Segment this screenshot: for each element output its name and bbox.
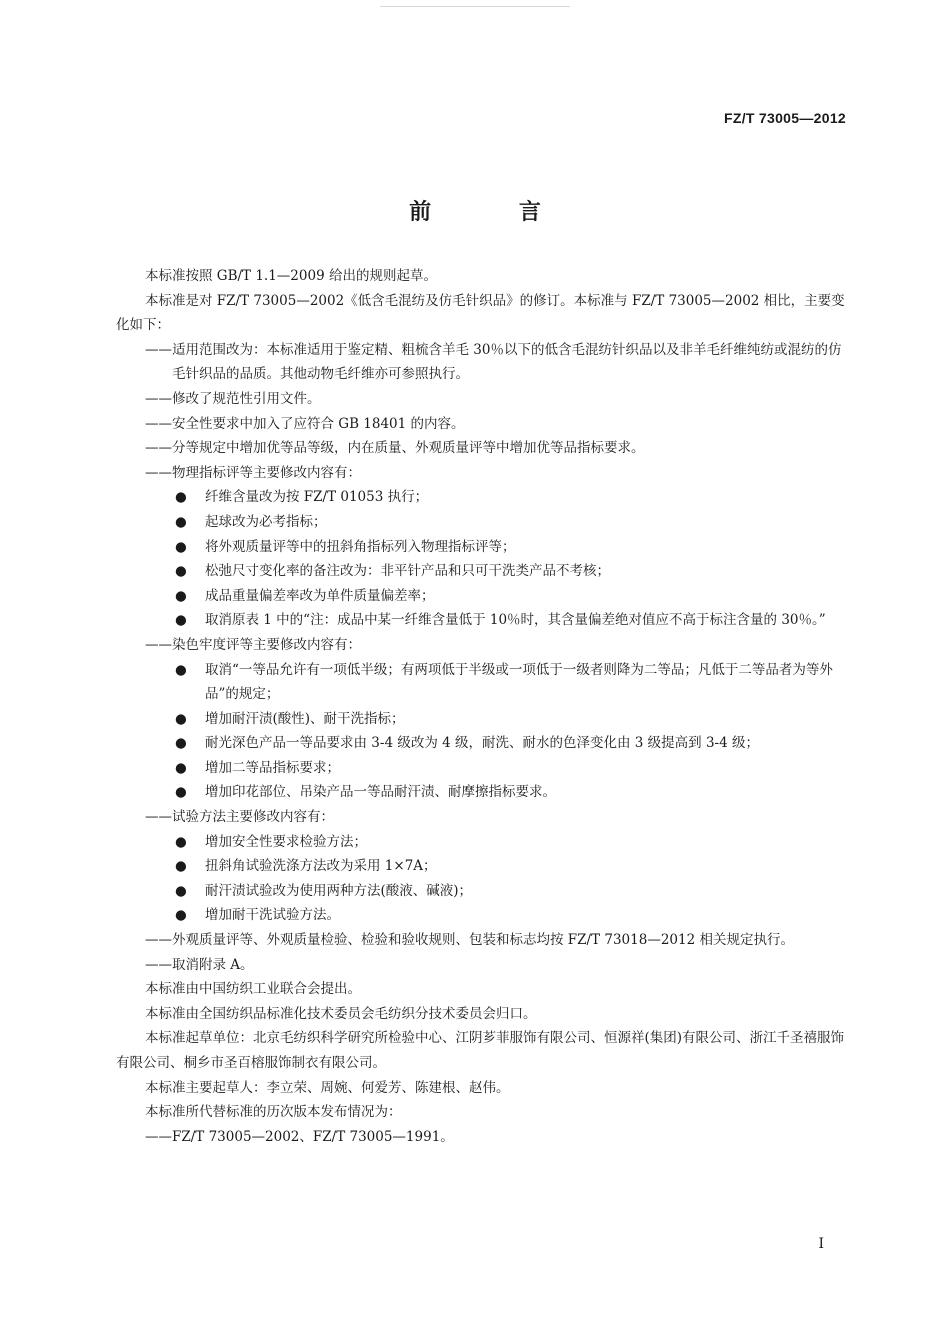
physical-changes-list xyxy=(116,485,850,633)
dash-mark: —— xyxy=(145,464,172,481)
change-text: 试验方法主要修改内容有： xyxy=(172,809,334,826)
change-text: 分等规定中增加优等品等级，内在质量、外观质量评等中增加优等品指标要求。 xyxy=(172,440,645,457)
list-item: ● 松弛尺寸变化率的备注改为：非平针产品和只可干洗类产品不考核； xyxy=(175,559,850,584)
dash-mark: —— xyxy=(145,440,172,457)
list-item: ● 耐光深色产品一等品要求由 3-4 级改为 4 级，耐洗、耐水的色泽变化由 3 级提高到 3-4 级； xyxy=(175,731,850,756)
paragraph-drafting-units: 本标准起草单位：北京毛纺织科学研究所检验中心、江阴芗菲服饰有限公司、恒源祥(集团)有限公司、浙江千圣禧服饰有限公司、桐乡市圣百榕服饰制衣有限公司。 xyxy=(116,1030,845,1071)
dash-mark: —— xyxy=(145,390,172,407)
change-text: 修改了规范性引用文件。 xyxy=(172,390,321,407)
change-item-test-methods xyxy=(116,805,850,830)
paragraph-history: 本标准所代替标准的历次版本发布情况为： xyxy=(145,1104,402,1121)
paragraph-drafters: 本标准主要起草人：李立荣、周婉、何爱芳、陈建根、赵伟。 xyxy=(145,1079,510,1096)
test-method-changes-list xyxy=(116,830,850,928)
change-item-physical xyxy=(116,461,850,486)
dash-mark: —— xyxy=(145,956,172,973)
page-title: 前 言 xyxy=(409,200,581,225)
dash-mark: —— xyxy=(145,636,172,653)
bullet-icon: ● xyxy=(175,710,187,727)
change-item-colorfastness xyxy=(116,633,850,658)
bullet-icon: ● xyxy=(175,612,187,629)
list-item: ● 起球改为必考指标； xyxy=(175,510,850,535)
list-item: ● 增加印花部位、吊染产品一等品耐汗渍、耐摩擦指标要求。 xyxy=(175,780,850,805)
change-item-scope xyxy=(116,338,850,387)
paragraph-proposer: 本标准由中国纺织工业联合会提出。 xyxy=(145,981,361,998)
change-item-grading xyxy=(116,436,850,461)
history-text: FZ/T 73005—2002、FZ/T 73005—1991。 xyxy=(172,1128,454,1145)
change-item-safety xyxy=(116,412,850,437)
dash-mark: —— xyxy=(145,1128,172,1145)
bullet-icon: ● xyxy=(175,563,187,580)
bullet-icon: ● xyxy=(175,907,187,924)
bullet-icon: ● xyxy=(175,735,187,752)
change-item-references xyxy=(116,387,850,412)
list-item: ● 取消原表 1 中的“注：成品中某一纤维含量低于 10％时，其含量偏差绝对值应不高于标注含量的 30％。” xyxy=(175,608,850,633)
change-text: 外观质量评等、外观质量检验、检验和验收规则、包装和标志均按 FZ/T 73018—2012 相关规定执行。 xyxy=(172,932,794,949)
colorfastness-changes-list xyxy=(116,658,850,806)
list-item: ● 增加耐汗渍(酸性)、耐干洗指标； xyxy=(175,707,850,732)
dash-mark: —— xyxy=(145,415,172,432)
bullet-icon: ● xyxy=(175,759,187,776)
history-item xyxy=(116,1125,850,1150)
page-number: I xyxy=(818,1236,824,1252)
dash-mark: —— xyxy=(145,341,172,358)
list-item: ● 纤维含量改为按 FZ/T 01053 执行； xyxy=(175,485,850,510)
list-item: ● 耐汗渍试验改为使用两种方法(酸液、碱液)； xyxy=(175,879,850,904)
bullet-icon: ● xyxy=(175,833,187,850)
bullet-icon: ● xyxy=(175,538,187,555)
bullet-icon: ● xyxy=(175,661,187,678)
change-text: 物理指标评等主要修改内容有： xyxy=(172,464,361,481)
list-item: ● 增加耐干洗试验方法。 xyxy=(175,903,850,928)
change-text: 取消附录 A。 xyxy=(172,956,254,973)
standard-code: FZ/T 73005—2012 xyxy=(723,110,846,126)
change-item-annex xyxy=(116,953,850,978)
dash-mark: —— xyxy=(145,809,172,826)
list-item: ● 扭斜角试验洗涤方法改为采用 1×7A； xyxy=(175,854,850,879)
change-text: 染色牢度评等主要修改内容有： xyxy=(172,636,361,653)
list-item: ● 增加二等品指标要求； xyxy=(175,756,850,781)
bullet-icon: ● xyxy=(175,587,187,604)
list-item: ● 增加安全性要求检验方法； xyxy=(175,830,850,855)
change-text: 安全性要求中加入了应符合 GB 18401 的内容。 xyxy=(172,415,465,432)
bullet-icon: ● xyxy=(175,489,187,506)
bullet-icon: ● xyxy=(175,784,187,801)
paragraph-revision-intro: 本标准是对 FZ/T 73005—2002《低含毛混纺及仿毛针织品》的修订。本标准与 FZ/T 73005—2002 相比，主要变化如下： xyxy=(116,292,845,334)
change-text: 适用范围改为：本标准适用于鉴定精、粗梳含羊毛 30％以下的低含毛混纺针织品以及非羊毛纤维纯纺或混纺的仿毛针织品的品质。其他动物毛纤维亦可参照执行。 xyxy=(172,341,842,383)
foreword-body xyxy=(116,264,850,1149)
list-item: ● 将外观质量评等中的扭斜角指标列入物理指标评等； xyxy=(175,535,850,560)
list-item: ● 成品重量偏差率改为单件质量偏差率； xyxy=(175,584,850,609)
paragraph-drafting-rule: 本标准按照 GB/T 1.1—2009 给出的规则起草。 xyxy=(145,268,437,284)
bullet-icon: ● xyxy=(175,858,187,875)
list-item: ● 取消“一等品允许有一项低半级；有两项低于半级或一项低于一级者则降为二等品；凡低于二等品者为等外品”的规定； xyxy=(175,658,850,707)
bullet-icon: ● xyxy=(175,882,187,899)
dash-mark: —— xyxy=(145,932,172,949)
change-item-appearance xyxy=(116,928,850,953)
paragraph-committee: 本标准由全国纺织品标准化技术委员会毛纺织分技术委员会归口。 xyxy=(145,1005,537,1022)
bullet-icon: ● xyxy=(175,513,187,530)
scan-top-rule xyxy=(380,6,570,7)
